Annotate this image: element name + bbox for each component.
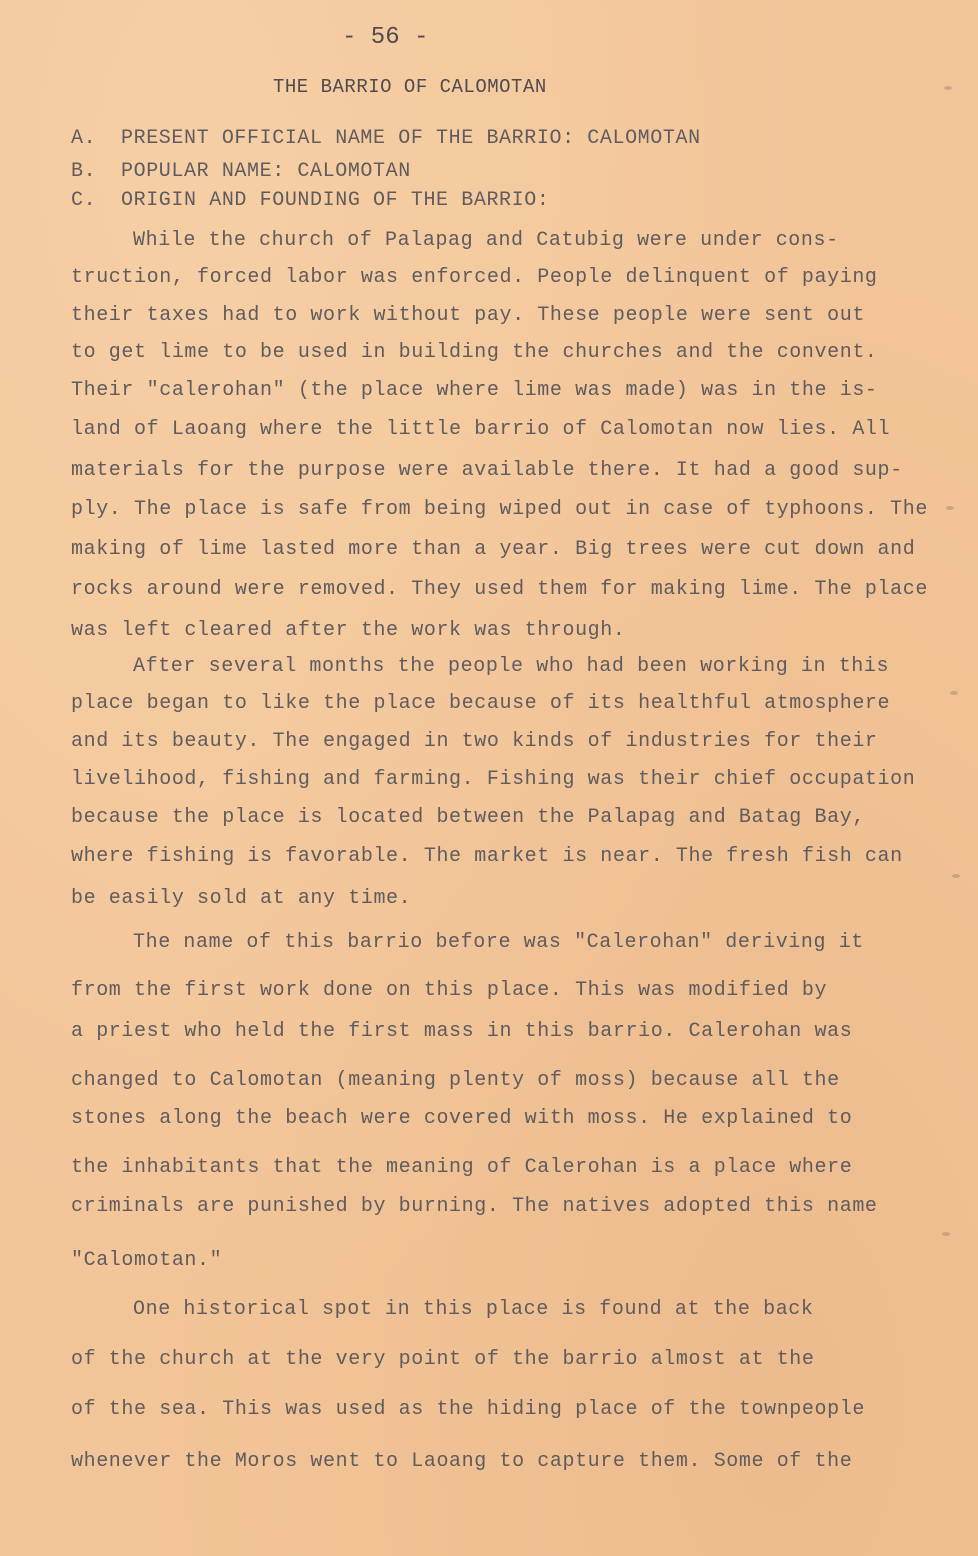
paper-speck [944,86,952,90]
heading-text: ORIGIN AND FOUNDING OF THE BARRIO: [121,189,550,212]
heading-label: A. [71,127,97,150]
heading-b [71,160,411,183]
page-title: THE BARRIO OF CALOMOTAN [273,76,547,98]
text-line: After several months the people who had been working in this [133,655,890,678]
heading-text: POPULAR NAME: CALOMOTAN [121,160,411,183]
text-line: from the first work done on this place. This was modified by [71,979,828,1002]
heading-c [71,189,549,212]
heading-a [71,127,701,150]
text-line: "Calomotan." [71,1249,223,1272]
text-line: the inhabitants that the meaning of Calerohan is a place where [71,1156,853,1179]
text-line: Their "calerohan" (the place where lime was made) was in the is- [71,379,878,402]
text-line: rocks around were removed. They used them for making lime. The place [71,578,928,601]
heading-label: C. [71,189,97,212]
text-line: their taxes had to work without pay. These people were sent out [71,304,865,327]
text-line: ply. The place is safe from being wiped out in case of typhoons. The [71,498,928,521]
text-line: and its beauty. The engaged in two kinds of industries for their [71,730,878,753]
text-line: The name of this barrio before was "Calerohan" deriving it [133,931,864,954]
text-line: changed to Calomotan (meaning plenty of moss) because all the [71,1069,840,1092]
text-line: stones along the beach were covered with moss. He explained to [71,1107,853,1130]
text-line: whenever the Moros went to Laoang to capture them. Some of the [71,1450,853,1473]
text-line: place began to like the place because of its healthful atmosphere [71,692,891,715]
text-line: While the church of Palapag and Catubig were under cons- [133,229,839,252]
paper-speck [952,874,960,878]
text-line: was left cleared after the work was through. [71,619,626,642]
paper-speck [950,691,958,695]
page-number: - 56 - [342,24,429,51]
text-line: criminals are punished by burning. The natives adopted this name [71,1195,878,1218]
heading-text: PRESENT OFFICIAL NAME OF THE BARRIO: CALOMOTAN [121,127,701,150]
text-line: making of lime lasted more than a year. Big trees were cut down and [71,538,916,561]
text-line: land of Laoang where the little barrio of Calomotan now lies. All [71,418,891,441]
paper-speck [946,506,954,510]
text-line: livelihood, fishing and farming. Fishing was their chief occupation [71,768,916,791]
text-line: be easily sold at any time. [71,887,412,910]
text-line: because the place is located between the Palapag and Batag Bay, [71,806,865,829]
text-line: where fishing is favorable. The market is near. The fresh fish can [71,845,903,868]
heading-label: B. [71,160,97,183]
paper-speck [942,1232,950,1236]
text-line: truction, forced labor was enforced. People delinquent of paying [71,266,878,289]
text-line: a priest who held the first mass in this barrio. Calerohan was [71,1020,853,1043]
text-line: of the church at the very point of the barrio almost at the [71,1348,815,1371]
text-line: One historical spot in this place is found at the back [133,1298,814,1321]
text-line: of the sea. This was used as the hiding place of the townpeople [71,1398,865,1421]
text-line: materials for the purpose were available there. It had a good sup- [71,459,903,482]
text-line: to get lime to be used in building the churches and the convent. [71,341,878,364]
